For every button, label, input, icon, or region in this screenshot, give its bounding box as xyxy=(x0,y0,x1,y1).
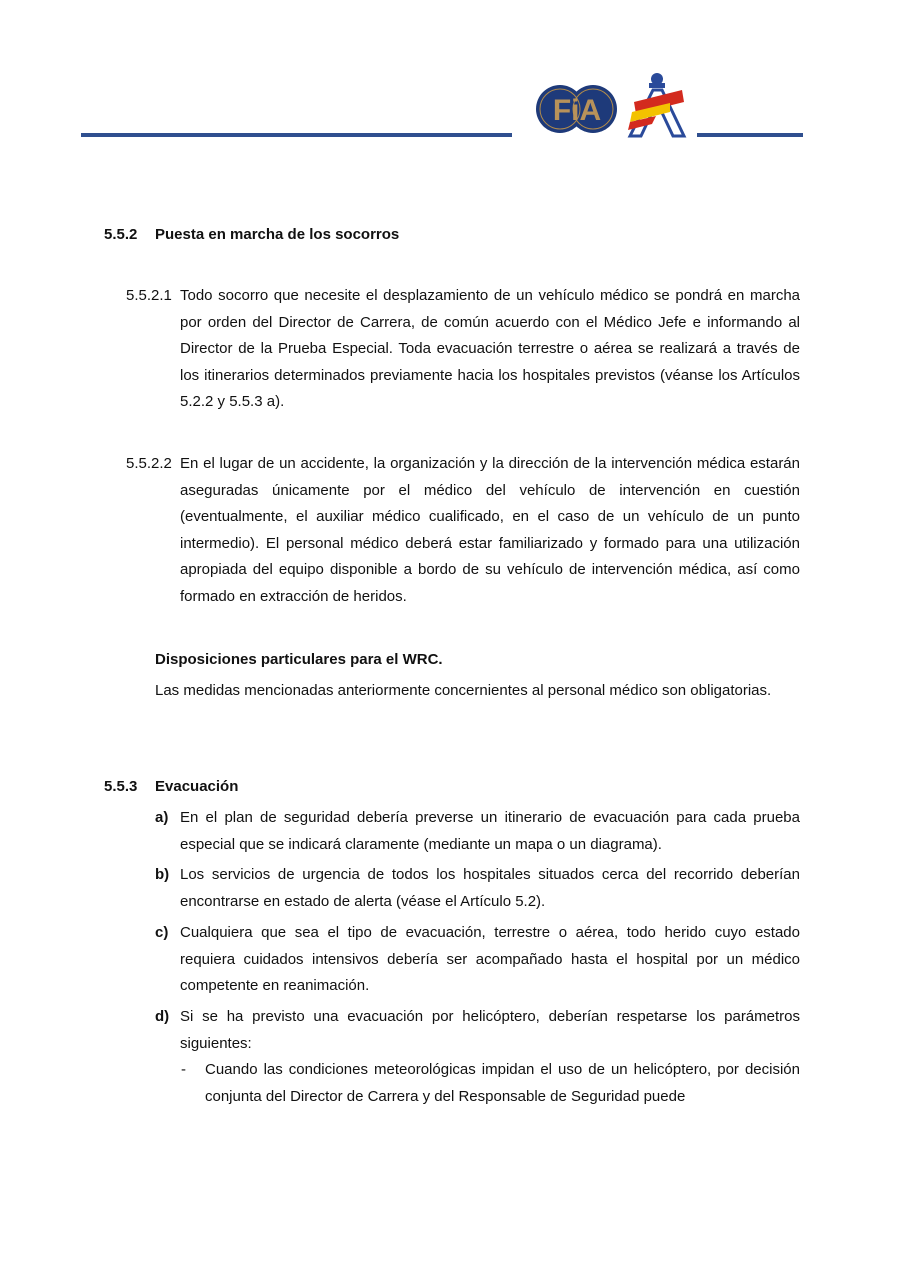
paragraph-text: En el lugar de un accidente, la organización y la dirección de la intervención médica estarán aseguradas únicamente por el médico del vehículo de intervención en cuestión (eventualmente, el auxiliar médico cualificado, en el caso de un vehículo de un punto intermedio). El personal médico deberá estar familiarizado y formado para una utilización apropiada del equipo disponible a bordo de su vehículo de intervención médica, así como formado en extracción de heridos. xyxy=(180,455,800,605)
dash-bullet: - xyxy=(181,1061,186,1078)
item-label: b) xyxy=(155,866,170,883)
item-text: Cualquiera que sea el tipo de evacuación, terrestre o aérea, todo herido cuyo estado requiera cuidados intensivos debería ser acompañado hasta el hospital por un médico competente en reanimación. xyxy=(180,924,800,994)
paragraph-text: Todo socorro que necesite el desplazamiento de un vehículo médico se pondrá en marcha por orden del Director de Carrera, de común acuerdo con el Médico Jefe e informando al Director de la Prueba Especial. Toda evacuación terrestre o aérea se realizará a través de los itinerarios determinados previamente hacia los hospitales previstos (véanse los Artículos 5.2.2 y 5.5.3 a). xyxy=(180,287,800,410)
paragraph-number: 5.5.2.2 xyxy=(126,455,172,472)
item-label: d) xyxy=(155,1008,170,1025)
section-title: Evacuación xyxy=(155,778,239,795)
header-rule-right xyxy=(697,133,803,137)
fia-logo xyxy=(536,80,618,138)
item-text: En el plan de seguridad debería preverse un itinerario de evacuación para cada prueba especial que se indicará claramente (mediante un mapa o un diagrama). xyxy=(180,809,800,853)
bullet-text: Cuando las condiciones meteorológicas impidan el uso de un helicóptero, por decisión conjunta del Director de Carrera y del Responsable de Seguridad puede xyxy=(205,1061,800,1105)
item-text: Si se ha previsto una evacuación por helicóptero, deberían respetarse los parámetros siguientes: xyxy=(180,1008,800,1052)
svg-text:FiA: FiA xyxy=(552,94,602,127)
section-number: 5.5.2 xyxy=(104,226,138,243)
paragraph-number: 5.5.2.1 xyxy=(126,287,172,304)
section-title: Puesta en marcha de los socorros xyxy=(155,226,400,243)
header-rule-left xyxy=(81,133,512,137)
item-label: c) xyxy=(155,924,169,941)
section-number: 5.5.3 xyxy=(104,778,138,795)
rfeda-logo xyxy=(626,72,688,140)
wrc-text: Las medidas mencionadas anteriormente concernientes al personal médico son obligatorias. xyxy=(155,682,772,699)
item-label: a) xyxy=(155,809,169,826)
wrc-heading: Disposiciones particulares para el WRC. xyxy=(155,651,443,668)
item-text: Los servicios de urgencia de todos los hospitales situados cerca del recorrido deberían encontrarse en estado de alerta (véase el Artículo 5.2). xyxy=(180,866,800,910)
